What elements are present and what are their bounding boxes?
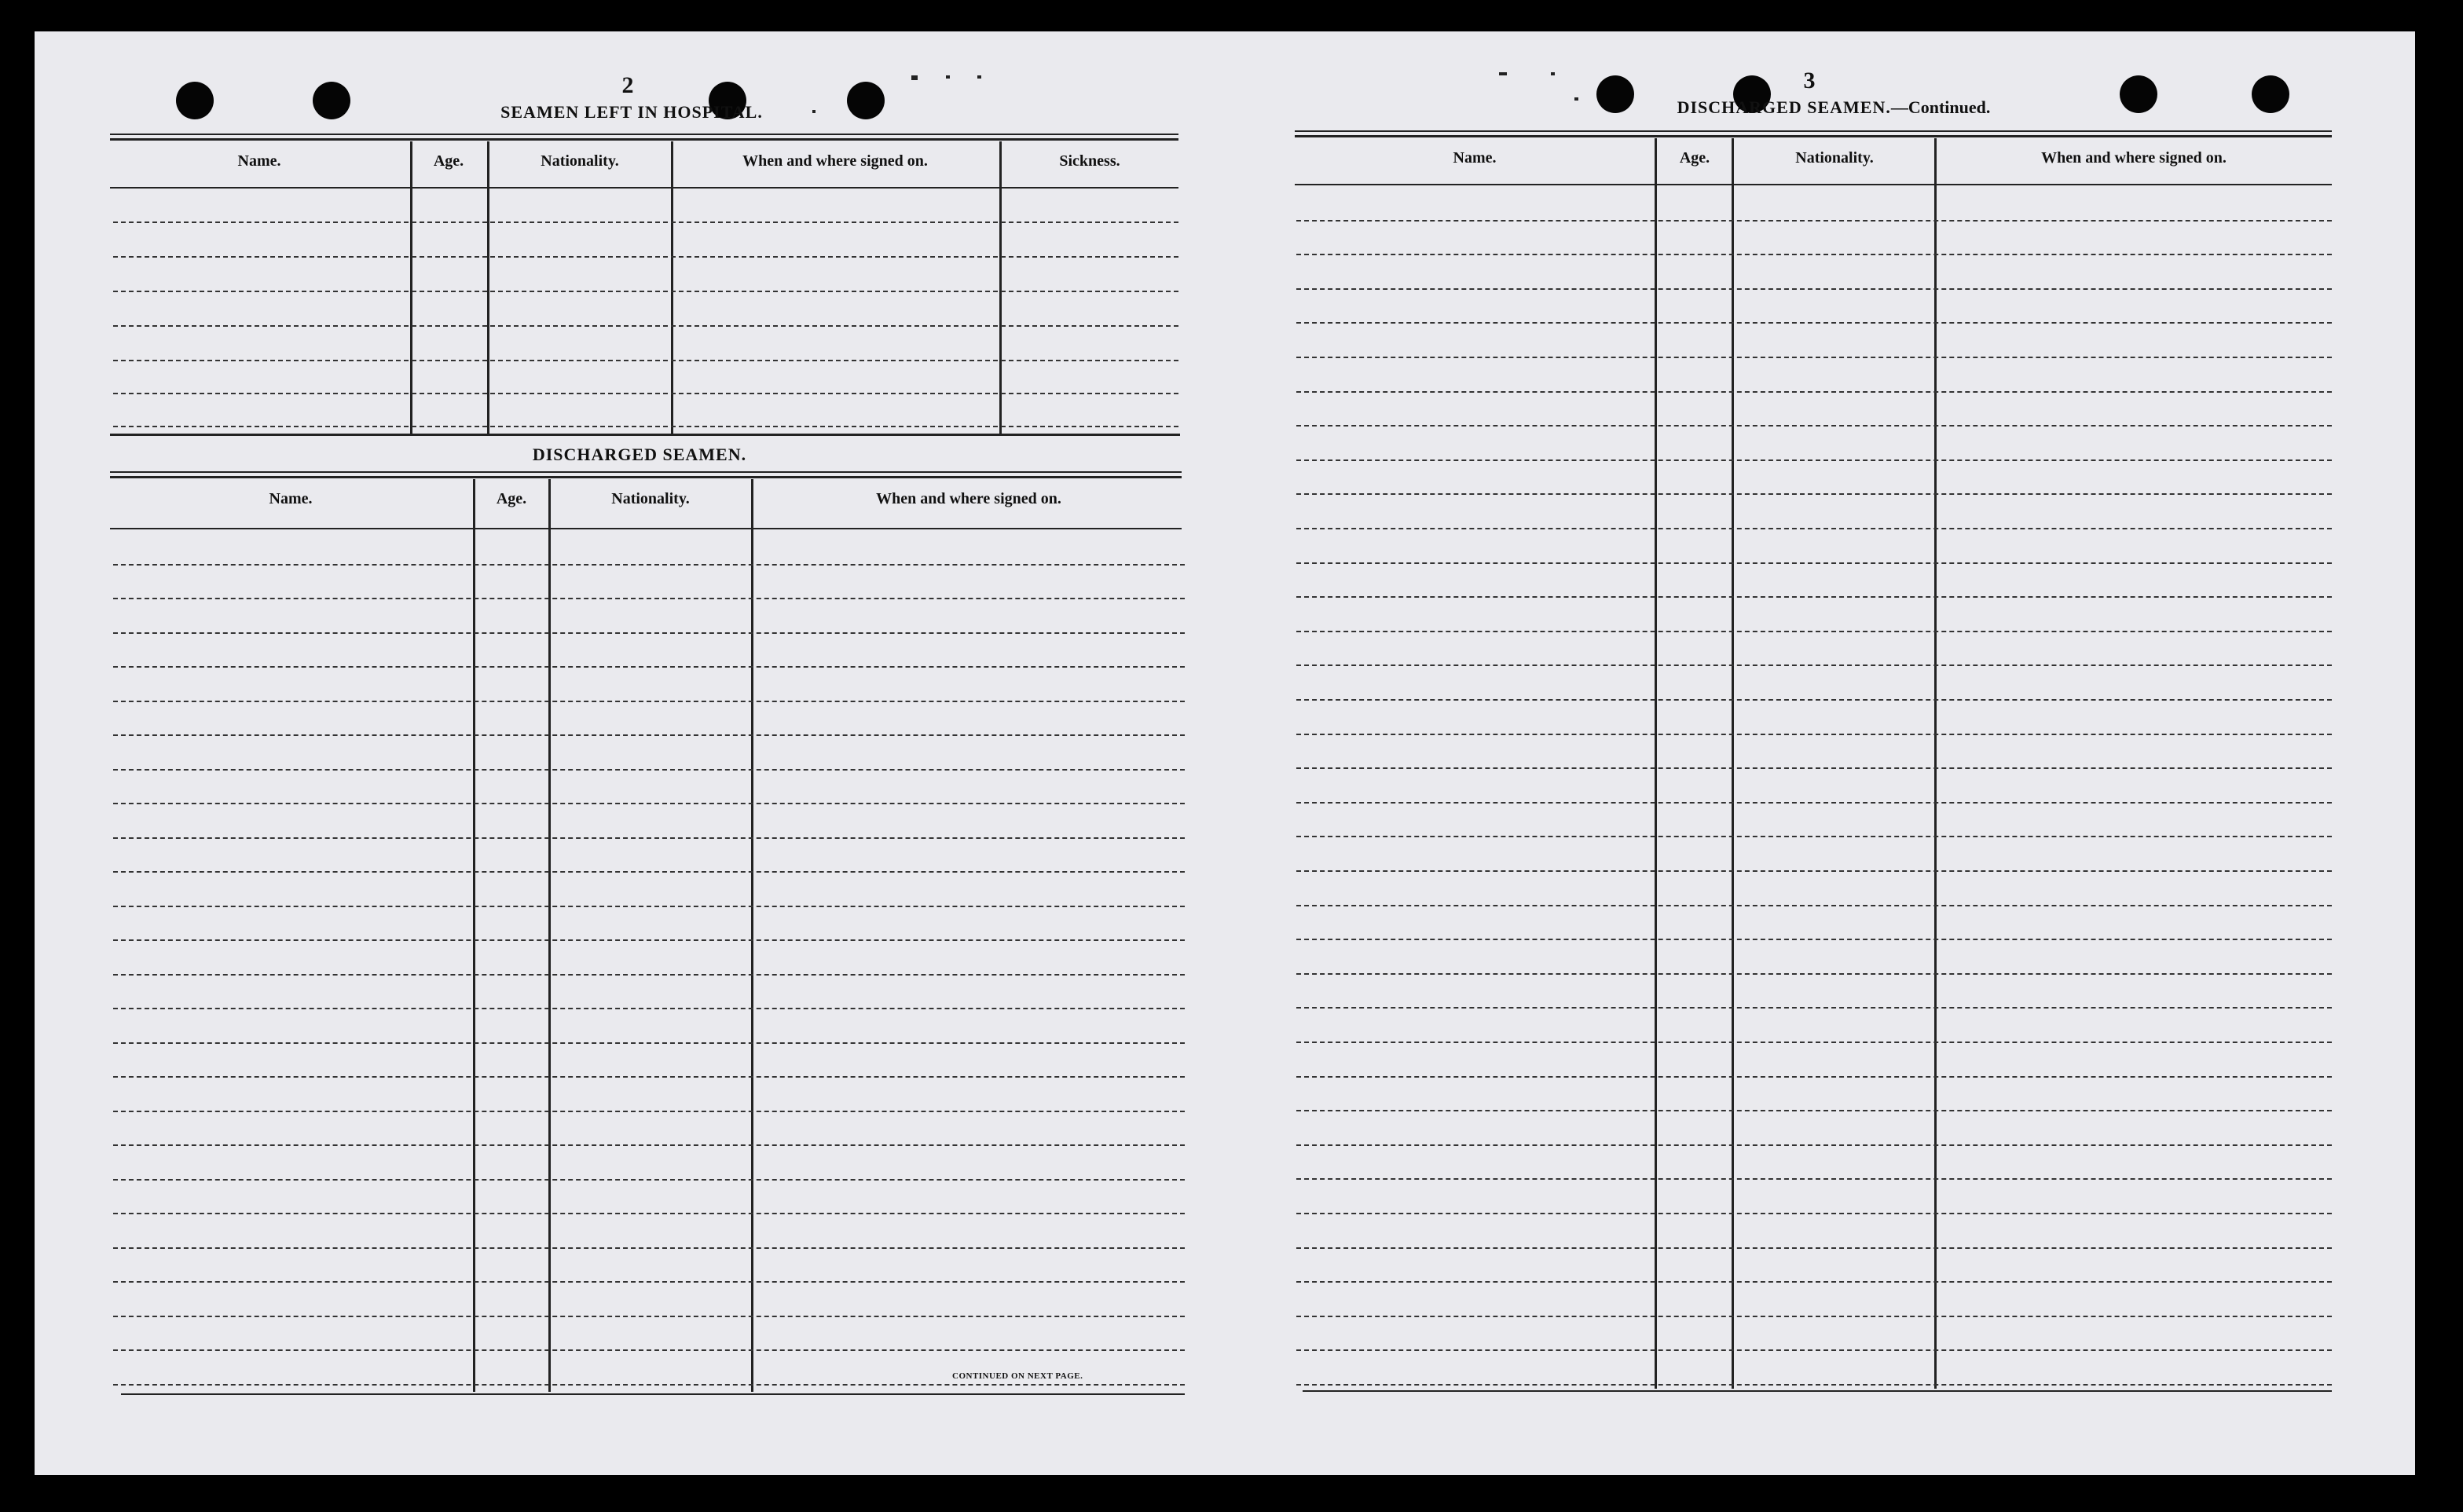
punch-hole bbox=[313, 82, 350, 119]
column-header-signed-on: When and where signed on. bbox=[2041, 149, 2227, 167]
punch-hole bbox=[2120, 75, 2157, 113]
table-row bbox=[113, 1008, 1185, 1009]
table-row bbox=[113, 291, 1178, 292]
table-row bbox=[1296, 322, 2332, 324]
table-row bbox=[113, 1281, 1185, 1283]
table-row bbox=[113, 632, 1185, 634]
table-row bbox=[1296, 1178, 2332, 1180]
title-suffix: —Continued. bbox=[1890, 97, 1991, 117]
column-header-name: Name. bbox=[1453, 149, 1497, 167]
header-rule bbox=[110, 138, 1178, 141]
table-row bbox=[1296, 528, 2332, 529]
table-row bbox=[1296, 699, 2332, 701]
table-row bbox=[113, 769, 1185, 771]
table-row bbox=[1296, 1247, 2332, 1249]
table-row bbox=[1296, 664, 2332, 666]
column-header-name: Name. bbox=[237, 152, 281, 170]
table-row bbox=[113, 1042, 1185, 1044]
section-title bbox=[1637, 97, 2030, 118]
table-row bbox=[113, 701, 1185, 702]
column-divider bbox=[999, 141, 1002, 434]
page-number: 2 bbox=[621, 72, 634, 98]
table-row bbox=[1296, 1110, 2332, 1111]
table-row bbox=[113, 871, 1185, 873]
table-row bbox=[113, 803, 1185, 804]
bottom-rule bbox=[1303, 1390, 2332, 1392]
table-row bbox=[1296, 939, 2332, 940]
section-title: SEAMEN LEFT IN HOSPITAL. bbox=[500, 102, 763, 122]
table-row bbox=[1296, 767, 2332, 769]
table-row bbox=[1296, 870, 2332, 872]
continued-note: CONTINUED ON NEXT PAGE. bbox=[952, 1371, 1083, 1381]
table-row bbox=[1296, 802, 2332, 804]
punch-hole bbox=[2252, 75, 2289, 113]
column-header-name: Name. bbox=[269, 490, 313, 507]
table-row bbox=[113, 1349, 1185, 1351]
column-header-nationality: Nationality. bbox=[1795, 149, 1874, 167]
column-divider bbox=[1655, 138, 1657, 1389]
table-row bbox=[113, 1213, 1185, 1214]
column-divider bbox=[548, 479, 551, 1392]
column-divider bbox=[751, 479, 753, 1392]
column-divider bbox=[671, 141, 673, 434]
ink-speck bbox=[977, 75, 981, 79]
table-row bbox=[113, 360, 1178, 361]
table-row bbox=[113, 906, 1185, 907]
punch-hole bbox=[847, 82, 885, 119]
column-header-signed-on: When and where signed on. bbox=[876, 490, 1061, 507]
table-row bbox=[1296, 1349, 2332, 1351]
table-row bbox=[1296, 220, 2332, 221]
table-row bbox=[113, 837, 1185, 839]
header-rule bbox=[1295, 130, 2332, 132]
table-row bbox=[1296, 1281, 2332, 1283]
ink-speck bbox=[1499, 72, 1507, 75]
table-row bbox=[113, 974, 1185, 976]
table-row bbox=[113, 666, 1185, 668]
table-row bbox=[113, 939, 1185, 941]
section-rule bbox=[110, 434, 1180, 436]
table-row bbox=[1296, 631, 2332, 632]
table-row bbox=[113, 564, 1185, 566]
table-row bbox=[113, 256, 1178, 258]
table-row bbox=[113, 1384, 1185, 1386]
table-row bbox=[1296, 288, 2332, 290]
table-row bbox=[1296, 459, 2332, 461]
table-row bbox=[113, 1179, 1185, 1181]
table-row bbox=[113, 1144, 1185, 1146]
table-row bbox=[1296, 1076, 2332, 1078]
table-row bbox=[113, 1316, 1185, 1317]
table-row bbox=[113, 1111, 1185, 1112]
table-row bbox=[113, 1247, 1185, 1249]
column-divider bbox=[1934, 138, 1937, 1389]
table-row bbox=[1296, 1213, 2332, 1214]
table-row bbox=[1296, 357, 2332, 358]
bottom-rule bbox=[121, 1393, 1185, 1395]
table-row bbox=[1296, 493, 2332, 495]
table-row bbox=[113, 393, 1178, 394]
table-row bbox=[113, 426, 1178, 427]
table-row bbox=[1296, 973, 2332, 975]
table-row bbox=[113, 598, 1185, 599]
section-rule bbox=[110, 471, 1182, 473]
column-divider bbox=[487, 141, 489, 434]
ink-speck bbox=[946, 75, 950, 79]
column-header-signed-on: When and where signed on. bbox=[742, 152, 928, 170]
table-row bbox=[1296, 425, 2332, 427]
punch-hole bbox=[176, 82, 214, 119]
ink-speck bbox=[1574, 97, 1578, 101]
header-underline bbox=[110, 528, 1182, 529]
table-row bbox=[113, 221, 1178, 223]
table-row bbox=[113, 1076, 1185, 1078]
column-header-sickness: Sickness. bbox=[1059, 152, 1120, 170]
table-row bbox=[1296, 562, 2332, 564]
table-row bbox=[113, 325, 1178, 327]
column-divider bbox=[1732, 138, 1734, 1389]
table-row bbox=[1296, 391, 2332, 393]
table-row bbox=[1296, 1007, 2332, 1009]
column-divider bbox=[410, 141, 412, 434]
table-row bbox=[1296, 836, 2332, 837]
table-row bbox=[1296, 1042, 2332, 1043]
ink-speck bbox=[1551, 72, 1555, 75]
column-header-nationality: Nationality. bbox=[541, 152, 619, 170]
table-row bbox=[1296, 254, 2332, 255]
page-number: 3 bbox=[1803, 68, 1816, 93]
column-header-age: Age. bbox=[433, 152, 464, 170]
punch-hole bbox=[1596, 75, 1634, 113]
title-main: DISCHARGED SEAMEN. bbox=[1677, 97, 1891, 117]
header-rule bbox=[110, 134, 1178, 135]
column-header-age: Age. bbox=[496, 490, 527, 507]
table-row bbox=[1296, 596, 2332, 598]
table-row bbox=[1296, 1144, 2332, 1146]
header-underline bbox=[110, 187, 1178, 189]
column-divider bbox=[473, 479, 475, 1392]
column-header-age: Age. bbox=[1679, 149, 1710, 167]
document-paper bbox=[35, 31, 2415, 1475]
ink-speck bbox=[911, 75, 918, 80]
section-title: DISCHARGED SEAMEN. bbox=[532, 445, 747, 464]
section-rule bbox=[110, 476, 1182, 478]
table-row bbox=[1296, 1316, 2332, 1317]
header-underline bbox=[1295, 184, 2332, 185]
table-row bbox=[1296, 734, 2332, 735]
table-row bbox=[1296, 1384, 2332, 1386]
table-row bbox=[113, 734, 1185, 736]
table-row bbox=[1296, 905, 2332, 906]
header-rule bbox=[1295, 135, 2332, 137]
column-header-nationality: Nationality. bbox=[611, 490, 690, 507]
